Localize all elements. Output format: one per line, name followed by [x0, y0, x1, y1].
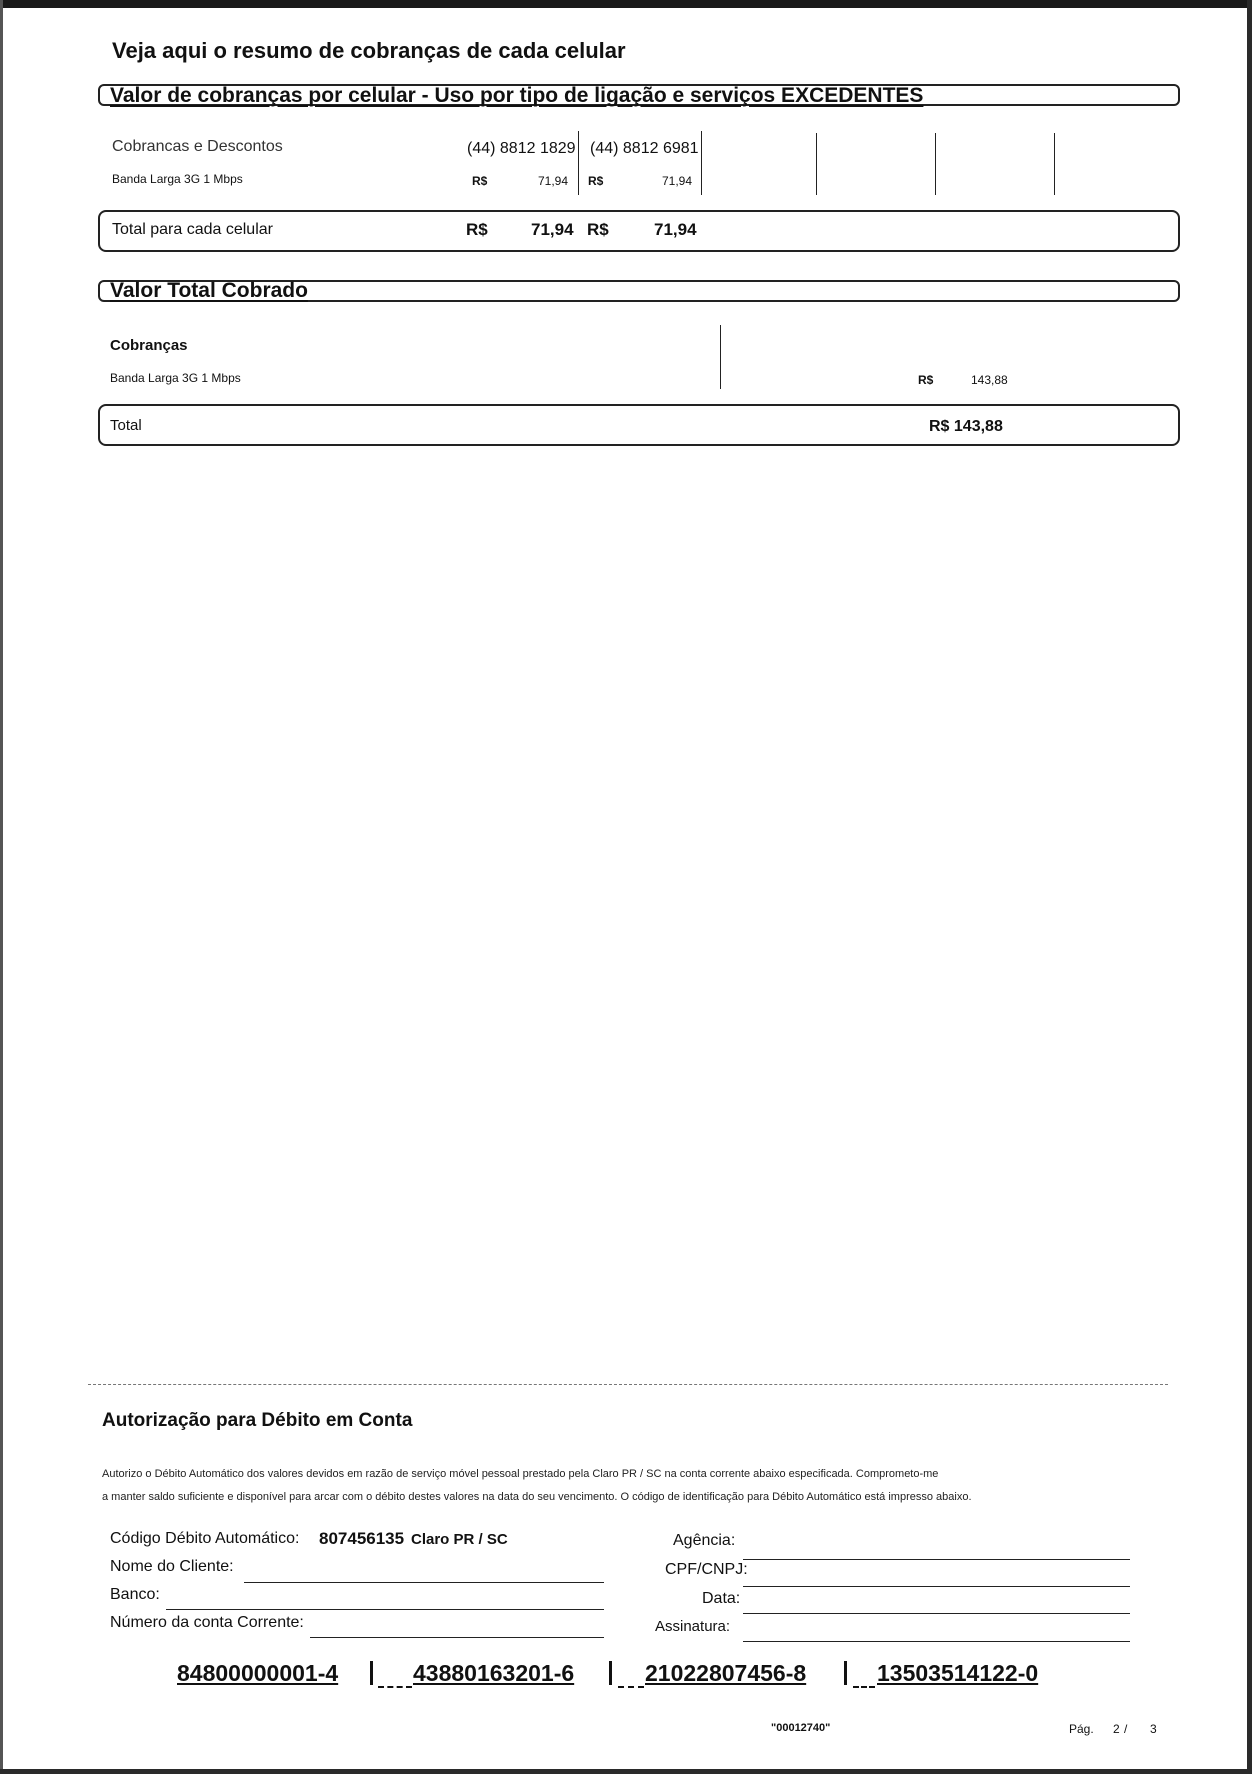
section2-row-header: Cobranças: [110, 337, 188, 354]
page-label: Pág.: [1069, 1722, 1094, 1736]
section1-row-item: Banda Larga 3G 1 Mbps: [112, 172, 243, 186]
account-field-line[interactable]: [310, 1637, 604, 1638]
client-field-line[interactable]: [244, 1582, 604, 1583]
phone-2-number: (44) 8812 6981: [590, 140, 699, 157]
barcode-dash: [853, 1686, 875, 1688]
date-field-line[interactable]: [743, 1613, 1130, 1614]
scan-edge-left: [0, 0, 3, 1774]
phone-col-divider: [935, 133, 936, 195]
barcode-separator: [370, 1661, 373, 1685]
total-1-value: 71,94: [531, 220, 574, 239]
authorization-text-line1: Autorizo o Débito Automático dos valores devidos em razão de serviço móvel pessoal prestado pela Claro PR / SC na conta corrente abaixo especificada. Comprometo-me: [102, 1468, 939, 1480]
bank-field-line[interactable]: [166, 1609, 604, 1610]
phone-col-divider: [1054, 133, 1055, 195]
authorization-text-line2: a manter saldo suficiente e disponível para arcar com o débito destes valores na data do seu vencimento. O código de identificação para Débito Automático está impresso abaixo.: [102, 1491, 972, 1503]
section2-total-box: [98, 404, 1180, 446]
signature-label: Assinatura:: [655, 1618, 731, 1635]
barcode-block-2: 43880163201-6: [413, 1660, 575, 1686]
section1-title: Valor de cobranças por celular - Uso por tipo de ligação e serviços EXCEDENTES: [110, 84, 924, 107]
code-company: Claro PR / SC: [411, 1531, 508, 1548]
document-number: "00012740": [771, 1722, 831, 1734]
tear-line: [88, 1384, 1168, 1385]
total-2-currency: R$: [587, 220, 609, 239]
code-label: Código Débito Automático:: [110, 1530, 300, 1547]
bank-label: Banco:: [110, 1586, 160, 1603]
phone-col-divider: [816, 133, 817, 195]
scan-edge-bottom: [0, 1769, 1252, 1774]
cpf-field-line[interactable]: [743, 1586, 1130, 1587]
page-separator: /: [1124, 1722, 1128, 1736]
total-2-value: 71,94: [654, 220, 697, 239]
code-value: 807456135: [319, 1529, 405, 1548]
phone-col-divider: [701, 131, 702, 195]
phone-1-number: (44) 8812 1829: [467, 140, 576, 157]
agency-label: Agência:: [673, 1532, 736, 1549]
section1-total-label: Total para cada celular: [112, 221, 273, 238]
client-label: Nome do Cliente:: [110, 1558, 234, 1575]
barcode-dash: [378, 1686, 412, 1688]
cpf-label: CPF/CNPJ:: [665, 1561, 748, 1578]
signature-field-line[interactable]: [743, 1641, 1130, 1642]
barcode-block-3: 21022807456-8: [645, 1660, 807, 1686]
phone-2-value: 71,94: [662, 174, 693, 188]
scan-edge-right: [1247, 0, 1252, 1774]
phone-1-value: 71,94: [538, 174, 569, 188]
barcode-block-1: 84800000001-4: [177, 1660, 339, 1686]
barcode-separator: [609, 1661, 612, 1685]
phone-2-currency: R$: [588, 174, 604, 188]
barcode-dash: [618, 1686, 644, 1688]
section2-row-item: Banda Larga 3G 1 Mbps: [110, 371, 241, 385]
barcode-block-4: 13503514122-0: [877, 1660, 1039, 1686]
scan-edge-top: [0, 0, 1252, 8]
section2-total-value: R$ 143,88: [929, 418, 1003, 435]
section2-title: Valor Total Cobrado: [110, 279, 308, 302]
agency-field-line[interactable]: [743, 1559, 1130, 1560]
section2-col-divider: [720, 325, 721, 389]
barcode-separator: [844, 1661, 847, 1685]
page-current: 2: [1113, 1722, 1120, 1736]
section1-row-header: Cobrancas e Descontos: [112, 138, 283, 155]
date-label: Data:: [702, 1590, 741, 1607]
account-label: Número da conta Corrente:: [110, 1614, 304, 1631]
phone-1-currency: R$: [472, 174, 488, 188]
page-total: 3: [1150, 1722, 1157, 1736]
authorization-title: Autorização para Débito em Conta: [102, 1410, 413, 1431]
phone-col-divider: [578, 131, 579, 195]
total-1-currency: R$: [466, 220, 488, 239]
section2-total-label: Total: [110, 417, 142, 434]
page-title: Veja aqui o resumo de cobranças de cada celular: [112, 38, 626, 63]
section2-item-value: 143,88: [971, 373, 1008, 387]
section2-item-currency: R$: [918, 373, 934, 387]
